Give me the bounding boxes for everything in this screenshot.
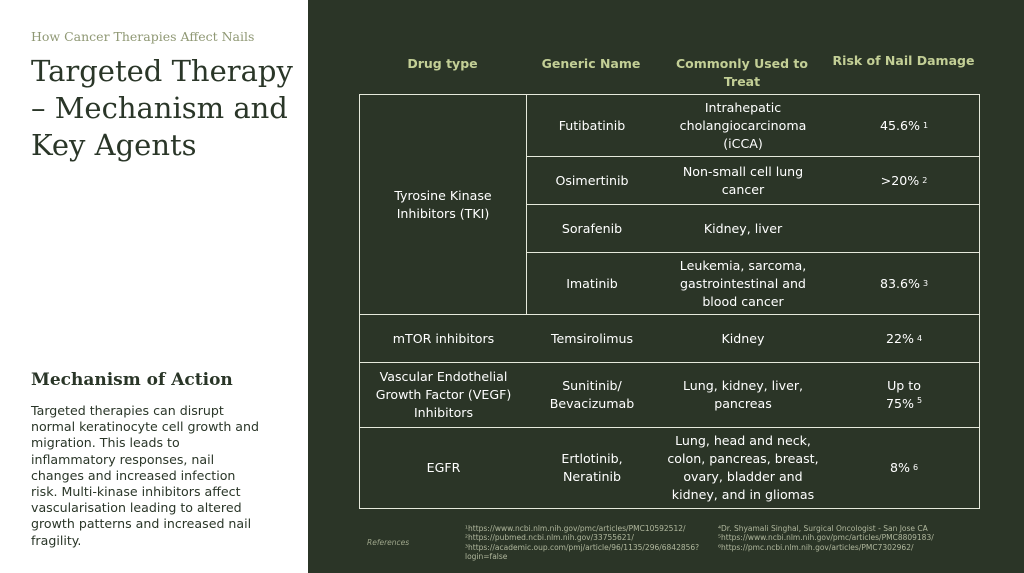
- drug-type-cell: EGFR: [426, 460, 461, 475]
- treat-cell: Kidney: [721, 330, 765, 346]
- treat-cell: Kidney, liver: [703, 220, 783, 236]
- risk-value: 83.6%: [879, 275, 920, 291]
- generic-name-cell: Sunitinib/ Bevacizumab: [549, 378, 635, 411]
- drug-type-cell: Tyrosine Kinase Inhibitors (TKI): [394, 187, 492, 221]
- reference-note: ⁴Dr. Shyamali Singhal, Surgical Oncologist - San Jose CA: [718, 524, 928, 533]
- risk-cell: 22% 4: [885, 330, 923, 346]
- generic-name-cell: Imatinib: [566, 275, 618, 291]
- generic-name-cell: Osimertinib: [555, 172, 629, 188]
- references-column-1: [465, 524, 705, 561]
- header-risk-of-nail-damage: Risk of Nail Damage: [832, 53, 975, 68]
- treat-cell: Lung, kidney, liver, pancreas: [682, 378, 804, 411]
- risk-value: 22%: [885, 330, 914, 346]
- risk-cell-empty: [829, 205, 979, 252]
- page-title: Targeted Therapy – Mechanism and Key Agents: [31, 54, 293, 162]
- footnote-marker: 5: [916, 395, 923, 405]
- treat-cell: Leukemia, sarcoma, gastrointestinal and blood cancer: [679, 257, 807, 309]
- mechanism-text: Targeted therapies can disrupt normal keratinocyte cell growth and migration. This leads to inflammatory responses, nail changes and increased infection risk. Multi-kinase inhibitors affect vascularisation leading to altered growth patterns and increased nail fragility.: [31, 403, 259, 548]
- drug-type-cell: mTOR inhibitors: [392, 330, 495, 346]
- reference-link[interactable]: ³https://academic.oup.com/pmj/article/96/1135/296/6842856?: [465, 542, 700, 552]
- risk-value: 45.6%: [879, 117, 920, 133]
- references-column-2: [718, 524, 998, 552]
- drug-table: [359, 94, 980, 509]
- reference-link[interactable]: ²https://pubmed.ncbi.nlm.nih.gov/33755621/: [465, 533, 634, 543]
- reference-link[interactable]: ⁶https://pmc.ncbi.nlm.nih.gov/articles/PMC7302962/: [718, 542, 914, 552]
- table-panel: [308, 0, 1024, 573]
- mechanism-heading: Mechanism of Action: [31, 370, 233, 390]
- header-generic-name: Generic Name: [541, 56, 641, 71]
- reference-link[interactable]: ⁵https://www.ncbi.nlm.nih.gov/pmc/articles/PMC8809183/: [718, 533, 934, 543]
- risk-value: >20%: [880, 172, 920, 188]
- risk-cell: 45.6% 1: [879, 117, 929, 133]
- treat-cell: Intrahepatic cholangiocarcinoma (iCCA): [679, 99, 807, 151]
- risk-cell: [829, 363, 979, 427]
- header-commonly-used-to-treat: Commonly Used to Treat: [675, 56, 808, 89]
- section-kicker: How Cancer Therapies Affect Nails: [31, 29, 255, 44]
- references-label: References: [367, 538, 410, 547]
- header-drug-type: Drug type: [407, 56, 478, 71]
- generic-name-cell: Temsirolimus: [550, 330, 634, 346]
- left-panel: [0, 0, 308, 573]
- generic-name-cell: Ertlotinib, Neratinib: [561, 451, 623, 484]
- risk-cell: 8% 6: [889, 460, 919, 475]
- reference-link[interactable]: ¹https://www.ncbi.nlm.nih.gov/pmc/articles/PMC10592512/: [465, 524, 686, 533]
- treat-cell: Lung, head and neck, colon, pancreas, breast, ovary, bladder and kidney, and in gliomas: [667, 433, 819, 502]
- generic-name-cell: Sorafenib: [561, 220, 623, 236]
- risk-value: Up to 75%: [885, 378, 921, 411]
- risk-cell: >20% 2: [880, 172, 928, 188]
- table-header-row: [359, 52, 979, 94]
- risk-value: 8%: [889, 460, 910, 475]
- drug-type-cell: Vascular Endothelial Growth Factor (VEGF) Inhibitors: [375, 369, 512, 420]
- risk-cell: 83.6% 3: [879, 275, 929, 291]
- reference-link-continuation[interactable]: login=false: [465, 551, 508, 561]
- treat-cell: Non-small cell lung cancer: [682, 163, 804, 197]
- generic-name-cell: Futibatinib: [558, 117, 626, 133]
